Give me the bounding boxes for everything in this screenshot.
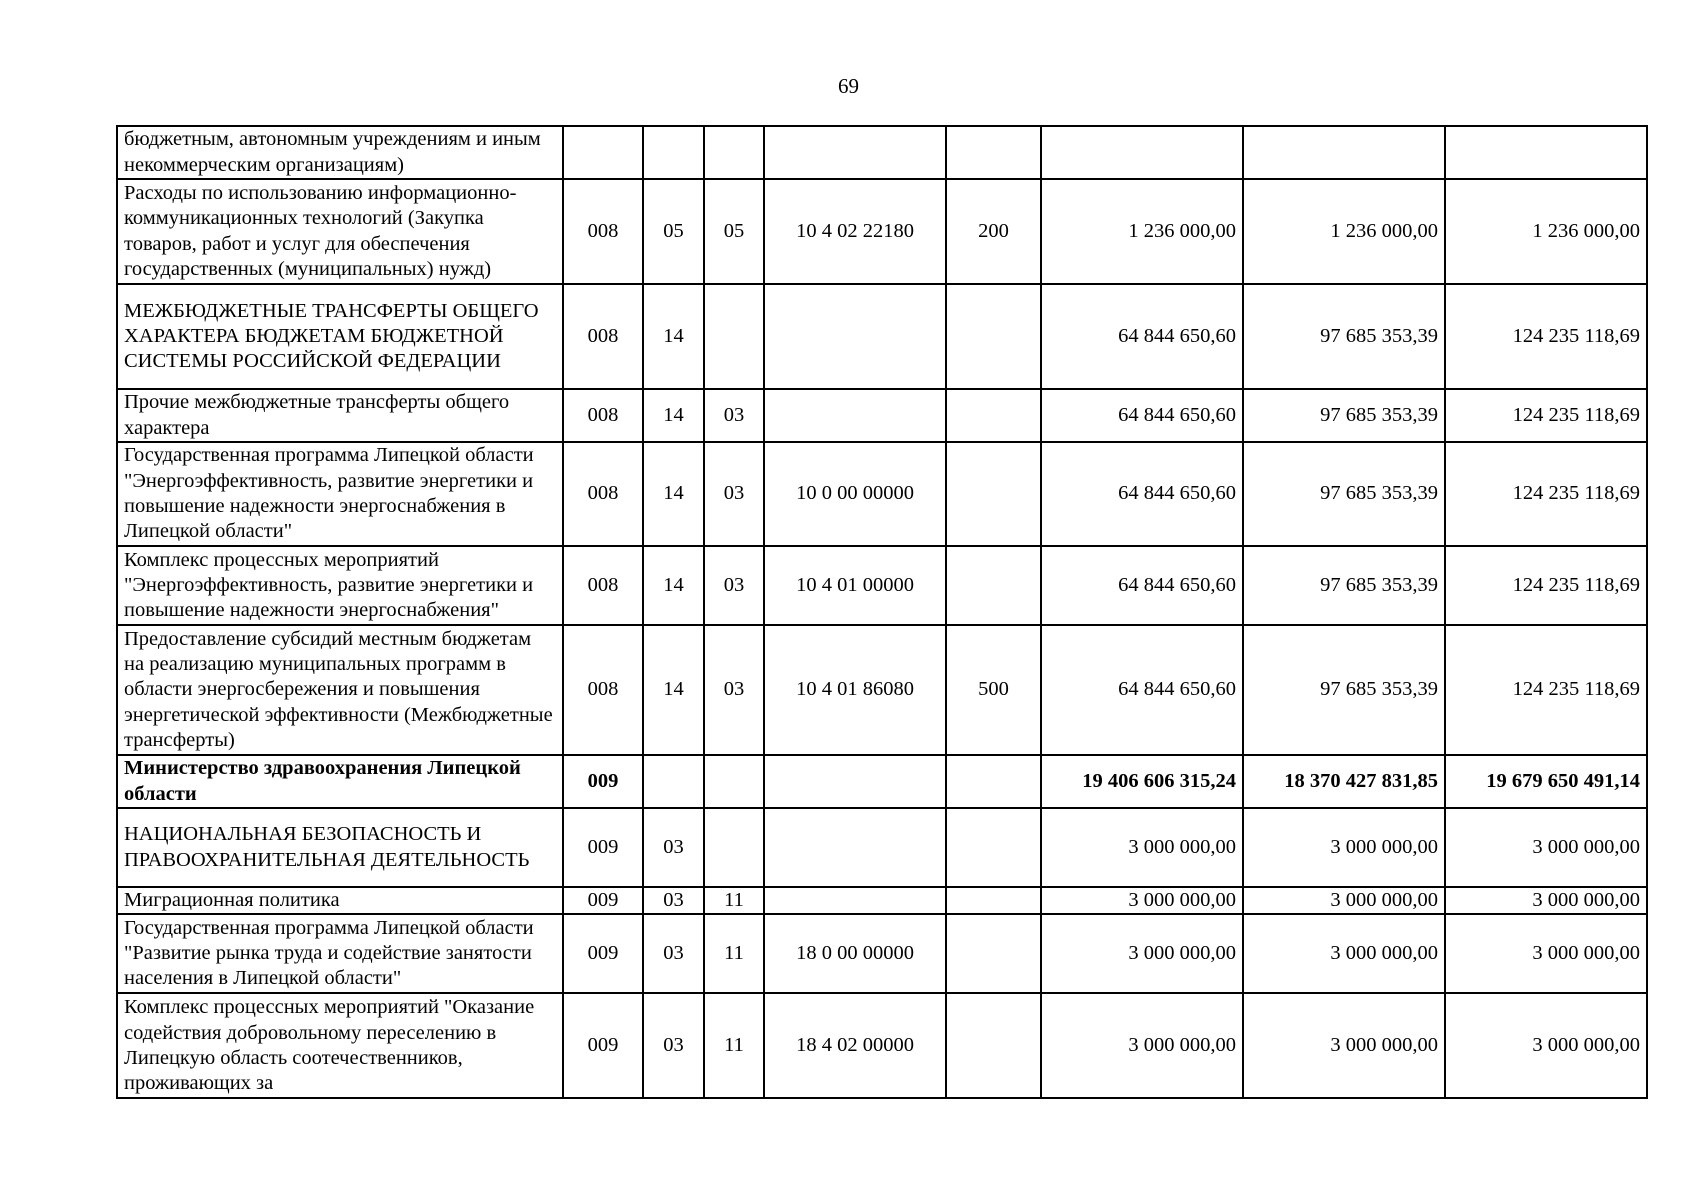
ministry-code-cell: 009 [563, 914, 643, 993]
target-article-cell [764, 389, 946, 442]
amount-year1-cell: 3 000 000,00 [1041, 808, 1243, 887]
row-name-cell: Предоставление субсидий местным бюджетам на реализацию муниципальных программ в области энергосбережения и повышения энергетической эффективности (Межбюджетные трансферты) [117, 625, 563, 755]
expense-type-cell [946, 887, 1041, 914]
section-code-cell: 14 [643, 442, 704, 546]
ministry-code-cell: 008 [563, 284, 643, 389]
target-article-cell [764, 887, 946, 914]
ministry-code-cell: 009 [563, 887, 643, 914]
subsection-code-cell: 03 [704, 442, 764, 546]
section-code-cell [643, 126, 704, 179]
ministry-code-cell: 009 [563, 755, 643, 808]
amount-year2-cell: 97 685 353,39 [1243, 625, 1445, 755]
subsection-code-cell: 03 [704, 625, 764, 755]
amount-year2-cell: 97 685 353,39 [1243, 442, 1445, 546]
subsection-code-cell [704, 126, 764, 179]
page-number: 69 [838, 74, 859, 98]
subsection-code-cell [704, 284, 764, 389]
table-row [117, 284, 1647, 389]
amount-year2-cell: 3 000 000,00 [1243, 808, 1445, 887]
subsection-code-cell [704, 808, 764, 887]
amount-year1-cell [1041, 126, 1243, 179]
target-article-cell [764, 284, 946, 389]
amount-year3-cell: 3 000 000,00 [1445, 993, 1647, 1098]
table-row [117, 625, 1647, 755]
ministry-code-cell: 009 [563, 808, 643, 887]
table-row [117, 179, 1647, 284]
amount-year2-cell: 97 685 353,39 [1243, 284, 1445, 389]
section-code-cell: 14 [643, 546, 704, 625]
expense-type-cell [946, 284, 1041, 389]
amount-year3-cell: 124 235 118,69 [1445, 625, 1647, 755]
section-code-cell: 14 [643, 625, 704, 755]
ministry-code-cell: 008 [563, 389, 643, 442]
table-row [117, 755, 1647, 808]
amount-year3-cell: 3 000 000,00 [1445, 914, 1647, 993]
section-code-cell [643, 755, 704, 808]
amount-year1-cell: 64 844 650,60 [1041, 442, 1243, 546]
target-article-cell [764, 808, 946, 887]
subsection-code-cell: 11 [704, 887, 764, 914]
table-row [117, 993, 1647, 1098]
amount-year3-cell: 19 679 650 491,14 [1445, 755, 1647, 808]
section-code-cell: 03 [643, 887, 704, 914]
row-name-cell: Расходы по использованию информационно-коммуникационных технологий (Закупка товаров, работ и услуг для обеспечения государственных (муниципальных) нужд) [117, 179, 563, 284]
ministry-code-cell: 008 [563, 442, 643, 546]
ministry-code-cell: 008 [563, 179, 643, 284]
expense-type-cell [946, 808, 1041, 887]
table-row [117, 389, 1647, 442]
row-name-cell: Прочие межбюджетные трансферты общего характера [117, 389, 563, 442]
amount-year1-cell: 3 000 000,00 [1041, 993, 1243, 1098]
expense-type-cell [946, 442, 1041, 546]
expense-type-cell [946, 914, 1041, 993]
target-article-cell: 10 0 00 00000 [764, 442, 946, 546]
table-row [117, 442, 1647, 546]
subsection-code-cell: 03 [704, 546, 764, 625]
ministry-code-cell [563, 126, 643, 179]
subsection-code-cell [704, 755, 764, 808]
target-article-cell: 10 4 02 22180 [764, 179, 946, 284]
row-name-cell: НАЦИОНАЛЬНАЯ БЕЗОПАСНОСТЬ И ПРАВООХРАНИТЕЛЬНАЯ ДЕЯТЕЛЬНОСТЬ [117, 808, 563, 887]
ministry-code-cell: 008 [563, 625, 643, 755]
amount-year1-cell: 1 236 000,00 [1041, 179, 1243, 284]
row-name-cell: Миграционная политика [117, 887, 563, 914]
amount-year3-cell: 1 236 000,00 [1445, 179, 1647, 284]
table-row [117, 808, 1647, 887]
section-code-cell: 14 [643, 284, 704, 389]
expense-type-cell [946, 993, 1041, 1098]
amount-year2-cell: 1 236 000,00 [1243, 179, 1445, 284]
amount-year1-cell: 3 000 000,00 [1041, 887, 1243, 914]
target-article-cell: 10 4 01 00000 [764, 546, 946, 625]
target-article-cell: 18 4 02 00000 [764, 993, 946, 1098]
amount-year2-cell: 18 370 427 831,85 [1243, 755, 1445, 808]
target-article-cell: 18 0 00 00000 [764, 914, 946, 993]
row-name-cell: Государственная программа Липецкой области "Энергоэффективность, развитие энергетики и повышение надежности энергоснабжения в Липецкой области" [117, 442, 563, 546]
row-name-cell: Комплекс процессных мероприятий "Энергоэффективность, развитие энергетики и повышение надежности энергоснабжения" [117, 546, 563, 625]
table-row [117, 914, 1647, 993]
amount-year2-cell: 3 000 000,00 [1243, 993, 1445, 1098]
table-row [117, 126, 1647, 179]
amount-year2-cell: 97 685 353,39 [1243, 389, 1445, 442]
amount-year1-cell: 64 844 650,60 [1041, 546, 1243, 625]
ministry-code-cell: 009 [563, 993, 643, 1098]
amount-year3-cell: 3 000 000,00 [1445, 808, 1647, 887]
expense-type-cell [946, 126, 1041, 179]
target-article-cell [764, 126, 946, 179]
section-code-cell: 03 [643, 993, 704, 1098]
amount-year2-cell: 3 000 000,00 [1243, 914, 1445, 993]
target-article-cell: 10 4 01 86080 [764, 625, 946, 755]
expense-type-cell [946, 389, 1041, 442]
subsection-code-cell: 05 [704, 179, 764, 284]
target-article-cell [764, 755, 946, 808]
section-code-cell: 03 [643, 808, 704, 887]
expense-type-cell: 200 [946, 179, 1041, 284]
row-name-cell: бюджетным, автономным учреждениям и иным некоммерческим организациям) [117, 126, 563, 179]
row-name-cell: МЕЖБЮДЖЕТНЫЕ ТРАНСФЕРТЫ ОБЩЕГО ХАРАКТЕРА БЮДЖЕТАМ БЮДЖЕТНОЙ СИСТЕМЫ РОССИЙСКОЙ ФЕДЕРАЦИИ [117, 284, 563, 389]
amount-year1-cell: 64 844 650,60 [1041, 284, 1243, 389]
amount-year3-cell: 3 000 000,00 [1445, 887, 1647, 914]
table-row [117, 887, 1647, 914]
section-code-cell: 05 [643, 179, 704, 284]
expense-type-cell: 500 [946, 625, 1041, 755]
amount-year2-cell: 3 000 000,00 [1243, 887, 1445, 914]
amount-year1-cell: 64 844 650,60 [1041, 389, 1243, 442]
subsection-code-cell: 11 [704, 993, 764, 1098]
row-name-cell: Государственная программа Липецкой области "Развитие рынка труда и содействие занятости населения в Липецкой области" [117, 914, 563, 993]
amount-year3-cell: 124 235 118,69 [1445, 284, 1647, 389]
amount-year3-cell: 124 235 118,69 [1445, 389, 1647, 442]
expense-type-cell [946, 546, 1041, 625]
amount-year2-cell: 97 685 353,39 [1243, 546, 1445, 625]
amount-year1-cell: 3 000 000,00 [1041, 914, 1243, 993]
amount-year2-cell [1243, 126, 1445, 179]
table-row [117, 546, 1647, 625]
amount-year1-cell: 19 406 606 315,24 [1041, 755, 1243, 808]
amount-year3-cell: 124 235 118,69 [1445, 442, 1647, 546]
expense-type-cell [946, 755, 1041, 808]
row-name-cell: Министерство здравоохранения Липецкой области [117, 755, 563, 808]
amount-year1-cell: 64 844 650,60 [1041, 625, 1243, 755]
section-code-cell: 14 [643, 389, 704, 442]
row-name-cell: Комплекс процессных мероприятий "Оказание содействия добровольному переселению в Липецкую область соотечественников, проживающих за [117, 993, 563, 1098]
budget-table [116, 125, 1648, 1099]
amount-year3-cell: 124 235 118,69 [1445, 546, 1647, 625]
subsection-code-cell: 03 [704, 389, 764, 442]
ministry-code-cell: 008 [563, 546, 643, 625]
subsection-code-cell: 11 [704, 914, 764, 993]
amount-year3-cell [1445, 126, 1647, 179]
section-code-cell: 03 [643, 914, 704, 993]
